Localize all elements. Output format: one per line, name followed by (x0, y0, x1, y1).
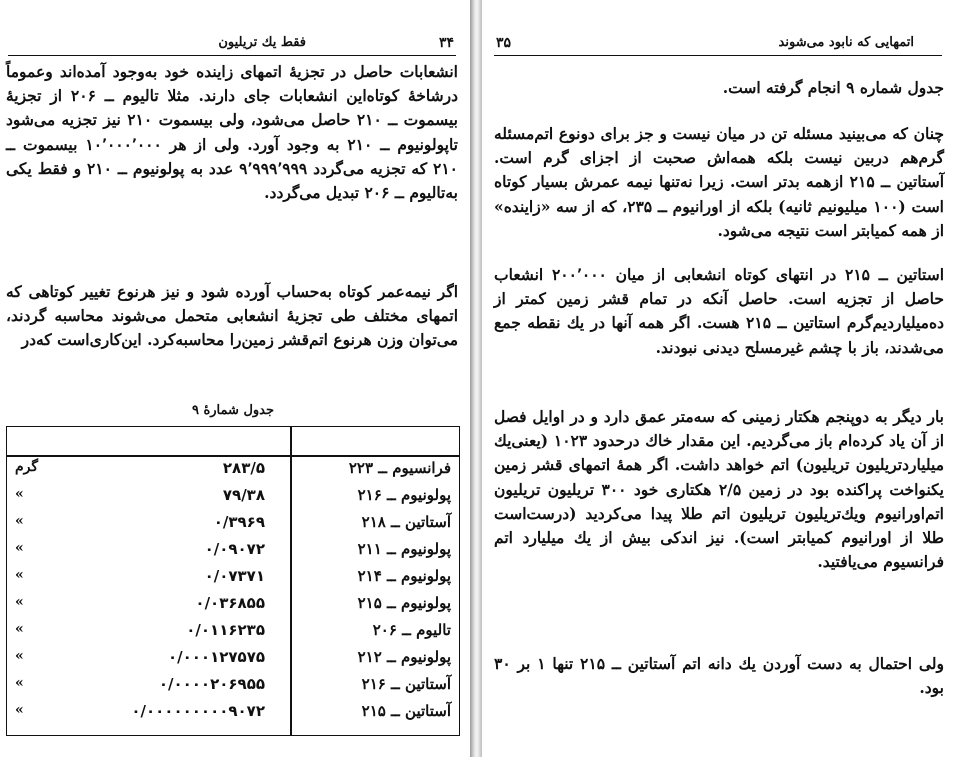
paragraph: بار دیگر به دوپنجم هکتار زمینی که سه‌متر عمق دارد و در اوایل فصل از آن یاد کرده‌ام باز می‌گردیم. این مقدار خاك درحدود ۱۰۲۳ (یعنی‌یك میلیاردتریلیون تریلیون) اتم خواهد داشت. اگر همهٔ اتمهای قشر زمین یکنواخت پراکنده بود در زمین ۲/۵ هکتاری خود ۳۰۰ تریلیون تریلیون اتم‌اورانیوم ویك‌تریلیون تریلیون اتم طلا پیدا می‌کردید (درست‌است طلا از اورانیوم کمیابتر است). نیز اندکی بیش از یك میلیارد اتم فرانسیوم می‌یافتید. (494, 407, 945, 572)
mass-unit: » (15, 648, 24, 664)
isotope-table (6, 426, 460, 736)
mass-unit: » (15, 594, 24, 610)
isotope-mass: ۷۹/۳۸ (222, 486, 265, 504)
mass-unit: » (15, 486, 24, 502)
isotope-name: آستاتین ــ ۲۱۶ (361, 675, 451, 693)
left-running-head (8, 35, 456, 56)
table-row (7, 675, 459, 703)
isotope-name: پولونیوم ــ ۲۱۲ (357, 648, 451, 666)
isotope-mass: ۰/۰۰۰۰۲۰۶۹۵۵ (158, 675, 265, 693)
isotope-name: آستاتین ــ ۲۱۸ (361, 513, 451, 531)
right-running-head (494, 35, 942, 56)
table-row (7, 648, 459, 676)
isotope-mass: ۰/۰۹۰۷۲ (204, 540, 265, 558)
table-row (7, 486, 459, 514)
table-row (7, 621, 459, 649)
right-page (482, 0, 961, 757)
mass-unit: » (15, 702, 24, 718)
right-running-title: اتمهایی که نابود می‌شوند (778, 35, 914, 50)
right-page-number: ۳۵ (496, 35, 512, 51)
left-page-number: ۳۴ (438, 35, 454, 51)
paragraph: ولی احتمال به دست آوردن یك دانه اتم آستاتین ــ ۲۱۵ تنها ۱ بر ۳۰ بود. (494, 654, 944, 698)
isotope-mass: ۰/۳۹۶۹ (213, 513, 265, 531)
paragraph: اگر نیمه‌عمر کوتاه به‌حساب آورده شود و نیز هرنوع تغییر کوتاهی که اتمهای مختلف طی تجزیهٔ انشعابی متحمل می‌شوند محاسبه گردند، می‌توان وزن هرنوع اتم‌قشر زمین‌را محاسبه‌کرد. این‌کاری‌است که‌در (6, 282, 458, 350)
isotope-name: فرانسیوم ــ ۲۲۳ (348, 459, 451, 477)
mass-unit: » (15, 513, 24, 529)
isotope-mass: ۰/۰۰۰۱۲۷۵۷۵ (167, 648, 265, 666)
mass-unit: » (15, 675, 24, 691)
mass-unit: » (15, 621, 24, 637)
table-row (7, 702, 459, 730)
isotope-name: پولونیوم ــ ۲۱۶ (357, 486, 451, 504)
mass-unit: » (15, 540, 24, 556)
table-row (7, 594, 459, 622)
isotope-name: پولونیوم ــ ۲۱۴ (357, 567, 451, 585)
table-row (7, 513, 459, 541)
left-running-title: فقط یك تریلیون (218, 35, 306, 50)
book-spine (470, 0, 482, 757)
paragraph: چنان که می‌بینید مسئله تن در میان نیست و جز برای دونوع اتم‌مسئله گرم‌هم دربین نیست بلکه همه‌اش صحبت از اجزای گرم است. آستاتین ــ ۲۱۵ ازهمه بدتر است. زیرا نه‌تنها نیمه عمرش بسیار کوتاه است (۱۰۰ میلیونیم ثانیه) بلکه از اورانیوم ــ ۲۳۵، که از سه «زاینده» از همه کمیابتر است نتیجه می‌شود. (494, 124, 945, 240)
paragraph: جدول شماره ۹ انجام گرفته است. (722, 78, 944, 97)
isotope-name: پولونیوم ــ ۲۱۱ (357, 540, 451, 558)
table-row (7, 567, 459, 595)
isotope-name: پولونیوم ــ ۲۱۵ (357, 594, 451, 612)
table-header-rule (7, 455, 459, 457)
paragraph: استاتین ــ ۲۱۵ در انتهای کوتاه انشعابی از میان ۲۰۰٬۰۰۰ انشعاب حاصل از تجزیه است. حاصل آنکه در تمام قشر زمین کمتر از ده‌میلیاردیم‌گرم استاتین ــ ۲۱۵ هست. اگر همه آنها در یك نقطه جمع می‌شدند، باز با چشم غیرمسلح دیدنی نبودند. (494, 265, 945, 357)
isotope-name: آستاتین ــ ۲۱۵ (361, 702, 451, 720)
paragraph: انشعابات حاصل در تجزیهٔ اتمهای زاینده خود به‌وجود آمده‌اند وعموماً درشاخهٔ کوتاه‌این انشعابات جای دارند. مثلا تالیوم ــ ۲۰۶ از تجزیهٔ بیسموت ــ ۲۱۰ حاصل می‌شود، ولی بیسموت ۲۱۰ نیز تجزیه می‌شود تاپولونیوم ــ ۲۱۰ به وجود آورد. ولی از هر ۱۰٬۰۰۰٬۰۰۰ بیسموت ــ ۲۱۰ که تجزیه می‌گردد ۹٬۹۹۹٬۹۹۹ عدد به پولونیوم ــ ۲۱۰ و فقط یکی به‌تالیوم ــ ۲۰۶ تبدیل می‌گردد. (6, 62, 459, 203)
left-page (0, 0, 470, 757)
isotope-mass: ۰/۰۷۳۷۱ (204, 567, 265, 585)
isotope-mass: ۰/۰۱۱۶۲۳۵ (186, 621, 265, 639)
table-row (7, 459, 459, 487)
isotope-mass: ۰/۰۳۶۸۵۵ (195, 594, 265, 612)
mass-unit: » (15, 567, 24, 583)
table-row (7, 540, 459, 568)
isotope-mass: ۰/۰۰۰۰۰۰۰۰۰۹۰۷۲ (131, 702, 265, 720)
isotope-mass: ۲۸۳/۵ (222, 459, 265, 477)
isotope-name: تالیوم ــ ۲۰۶ (372, 621, 451, 639)
mass-unit: گرم (15, 459, 39, 475)
table-caption: جدول شمارهٔ ۹ (191, 403, 275, 418)
